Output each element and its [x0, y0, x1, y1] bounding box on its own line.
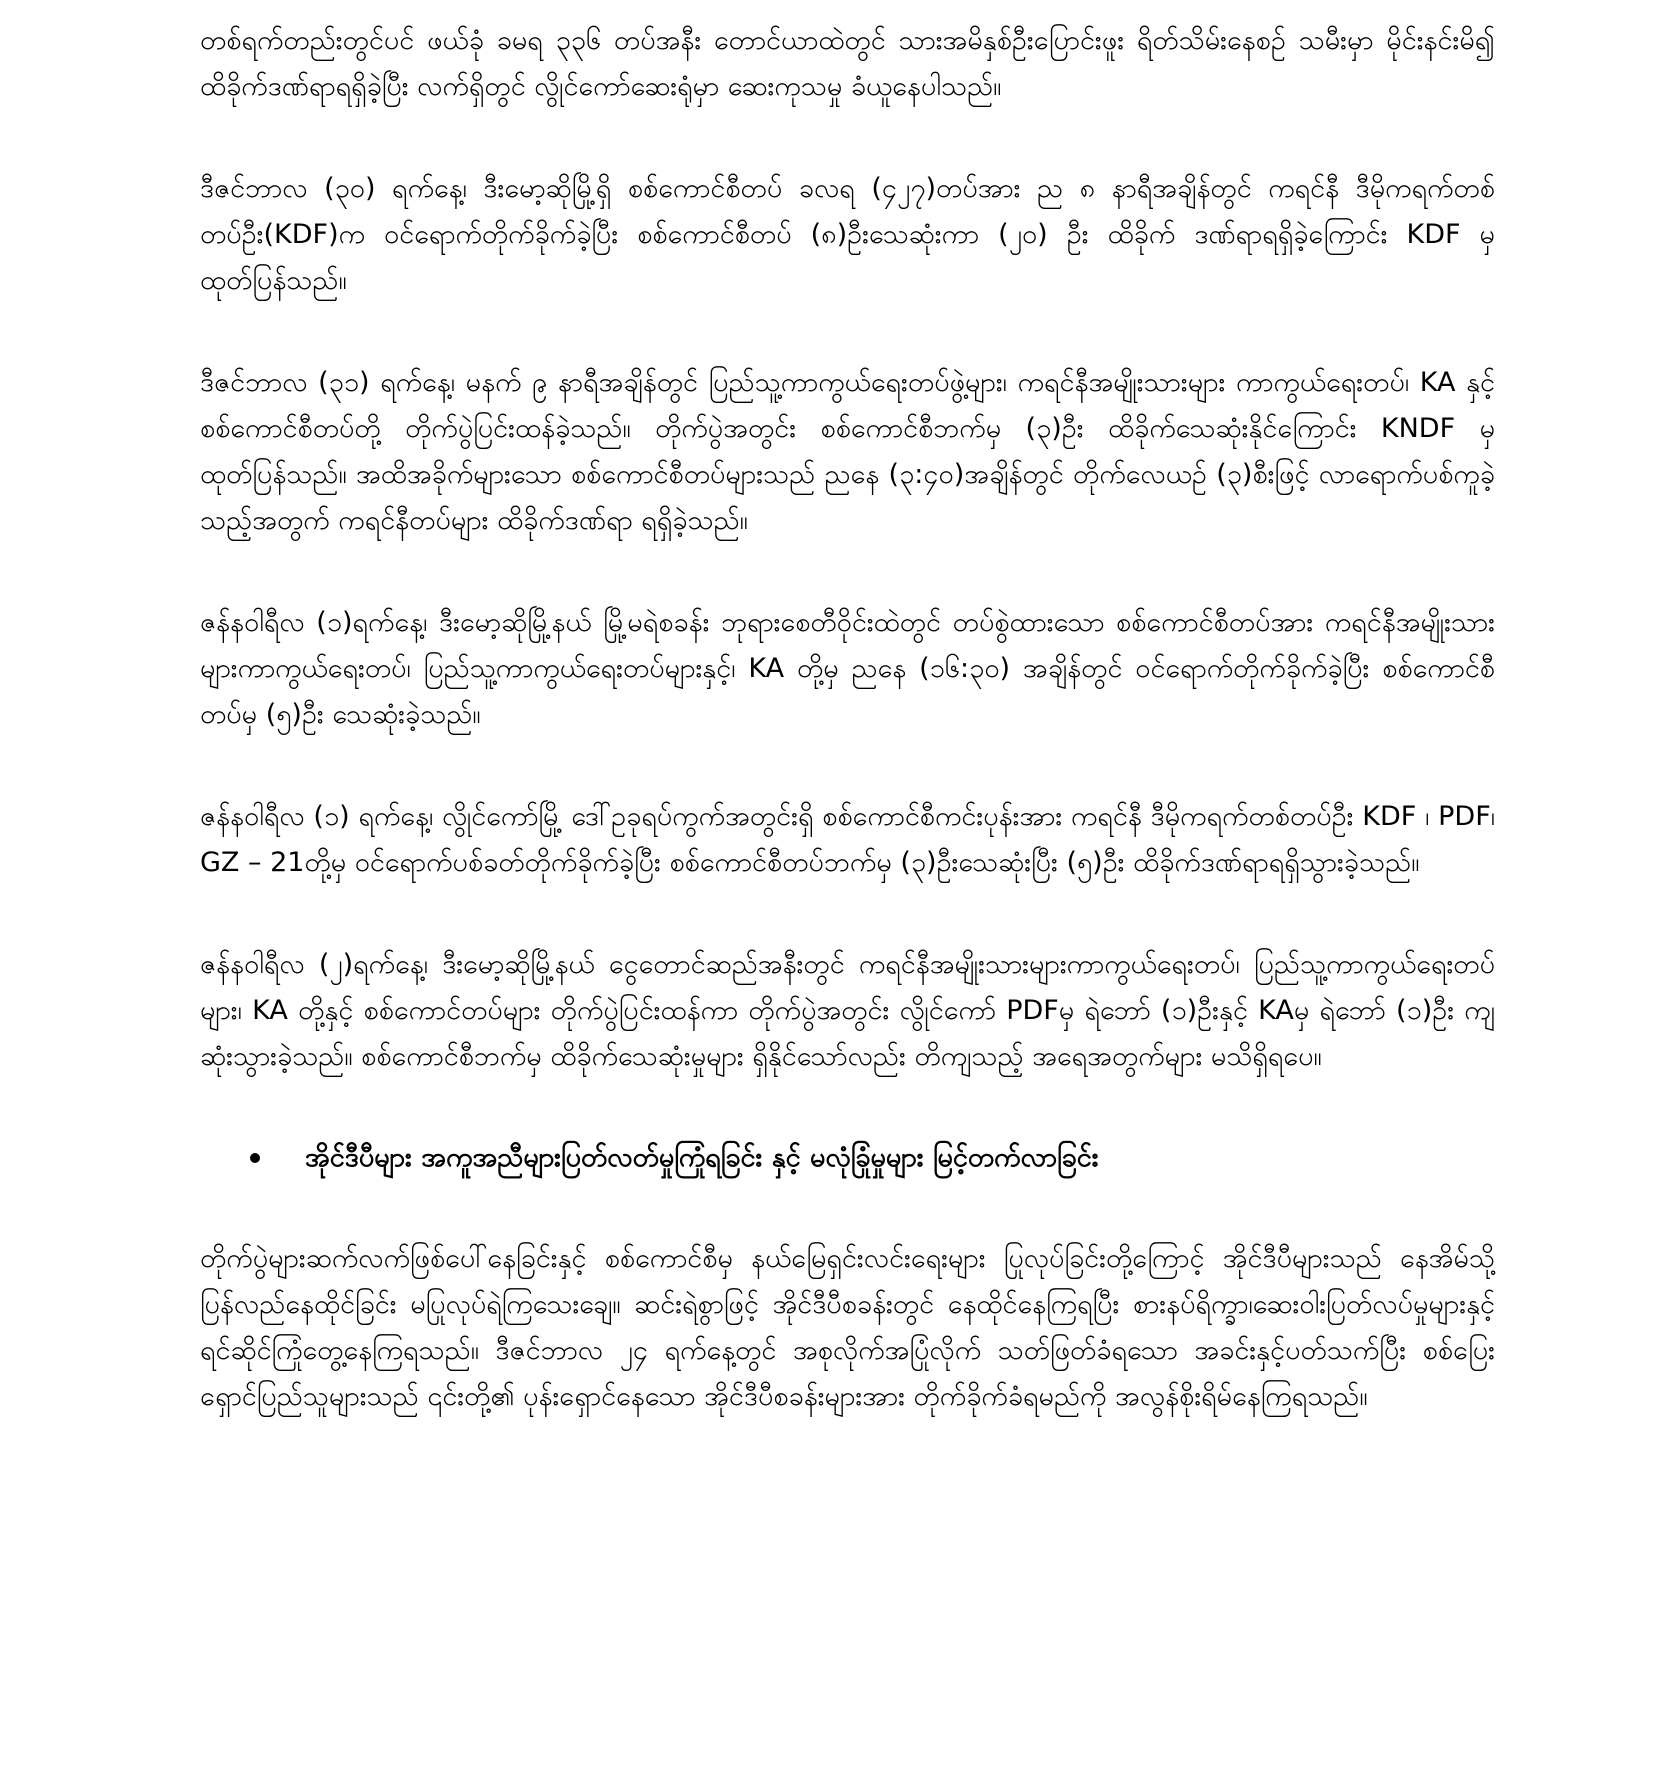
bullet-icon: [250, 1153, 260, 1163]
paragraph-jan-2-battle: ဇန်နဝါရီလ (၂)ရက်နေ့၊ ဒီးမော့ဆိုမြို့နယ် ငွေတောင်ဆည်အနီးတွင် ကရင်နီအမျိုးသားများကာကွယ်ရေးတပ်၊ ပြည်သူ့ကာကွယ်ရေးတပ်များ၊ KA တို့နှင့် စစ်ကောင်တပ်များ တိုက်ပွဲပြင်းထန်ကာ တိုက်ပွဲအတွင်း လွိုင်ကော် PDFမှ ရဲဘော် (၁)ဦးနှင့် KAမှ ရဲဘော် (၁)ဦး ကျဆုံးသွားခဲ့သည်။ စစ်ကောင်စီဘက်မှ ထိခိုက်သေဆုံးမှုများ ရှိနိုင်သော်လည်း တိကျသည့် အရေအတွက်များ မသိရှိရပေ။: [200, 949, 1495, 1072]
document-page: [200, 18, 1495, 1476]
bullet-item: [250, 1136, 1495, 1180]
paragraph-idp-situation: တိုက်ပွဲများဆက်လက်ဖြစ်ပေါ်နေခြင်းနှင့် စစ်ကောင်စီမှ နယ်မြေရှင်းလင်းရေးများ ပြုလုပ်ခြင်းတို့ကြောင့် အိုင်ဒီပီများသည် နေအိမ်သို့ ပြန်လည်နေထိုင်ခြင်း မပြုလုပ်ရဲကြသေးချေ။ ဆင်းရဲစွာဖြင့် အိုင်ဒီပီစခန်းတွင် နေထိုင်နေကြရပြီး စားနပ်ရိက္ခာ၊ဆေးဝါးပြတ်လပ်မှုများနှင့် ရင်ဆိုင်ကြုံတွေ့နေကြရသည်။ ဒီဇင်ဘာလ ၂၄ ရက်နေ့တွင် အစုလိုက်အပြုံလိုက် သတ်ဖြတ်ခံရသော အခင်းနှင့်ပတ်သက်ပြီး စစ်ပြေးရှောင်ပြည်သူများသည် ၎င်းတို့၏ ပုန်းရှောင်နေသော အိုင်ဒီပီစခန်းများအား တိုက်ခိုက်ခံရမည်ကို အလွန်စိုးရိမ်နေကြရသည်။: [200, 1243, 1495, 1412]
paragraph-jan-1-loikaw-attack: ဇန်နဝါရီလ (၁) ရက်နေ့၊ လွိုင်ကော်မြို့ ဒေါ်ဥခုရပ်ကွက်အတွင်းရှိ စစ်ကောင်စီကင်းပုန်းအား ကရင်နီ ဒီမိုကရက်တစ်တပ်ဦး KDF ၊ PDF၊ GZ – 21တို့မှ ဝင်ရောက်ပစ်ခတ်တိုက်ခိုက်ခဲ့ပြီး စစ်ကောင်စီတပ်ဘက်မှ (၃)ဦးသေဆုံးပြီး (၅)ဦး ထိခိုက်ဒဏ်ရာရရှိသွားခဲ့သည်။: [200, 801, 1495, 878]
section-heading: အိုင်ဒီပီများ အကူအညီများပြတ်လတ်မှုကြုံရခြင်း နှင့် မလုံခြုံမှုများ မြင့်တက်လာခြင်း: [305, 1142, 1099, 1173]
paragraph-dec-30-attack: ဒီဇင်ဘာလ (၃၀) ရက်နေ့၊ ဒီးမော့ဆိုမြို့ရှိ စစ်ကောင်စီတပ် ခလရ (၄၂၇)တပ်အား ည ၈ နာရီအချိန်တွင် ကရင်နီ ဒီမိုကရက်တစ်တပ်ဦး(KDF)က ဝင်ရောက်တိုက်ခိုက်ခဲ့ပြီး စစ်ကောင်စီတပ် (၈)ဦးသေဆုံးကာ (၂၀) ဦး ထိခိုက် ဒဏ်ရာရရှိခဲ့ကြောင်း KDF မှ ထုတ်ပြန်သည်။: [200, 173, 1495, 296]
paragraph-mine-incident: တစ်ရက်တည်းတွင်ပင် ဖယ်ခုံ ခမရ ၃၃၆ တပ်အနီး တောင်ယာထဲတွင် သားအမိနှစ်ဦးပြောင်းဖူး ရိတ်သိမ်းနေစဉ် သမီးမှာ မိုင်းနင်းမိ၍ ထိခိုက်ဒဏ်ရာရရှိခဲ့ပြီး လက်ရှိတွင် လွိုင်ကော်ဆေးရုံမှာ ဆေးကုသမှု ခံယူနေပါသည်။: [200, 25, 1495, 102]
paragraph-dec-31-battle: ဒီဇင်ဘာလ (၃၁) ရက်နေ့၊ မနက် ၉ နာရီအချိန်တွင် ပြည်သူ့ကာကွယ်ရေးတပ်ဖွဲ့များ၊ ကရင်နီအမျိုးသားများ ကာကွယ်ရေးတပ်၊ KA နှင့် စစ်ကောင်စီတပ်တို့ တိုက်ပွဲပြင်းထန်ခဲ့သည်။ တိုက်ပွဲအတွင်း စစ်ကောင်စီဘက်မှ (၃)ဦး ထိခိုက်သေဆုံးနိုင်ကြောင်း KNDF မှ ထုတ်ပြန်သည်။ အထိအခိုက်များသော စစ်ကောင်စီတပ်များသည် ညနေ (၃:၄၀)အချိန်တွင် တိုက်လေယဉ် (၃)စီးဖြင့် လာရောက်ပစ်ကူခဲ့သည့်အတွက် ကရင်နီတပ်များ ထိခိုက်ဒဏ်ရာ ရရှိခဲ့သည်။: [200, 367, 1495, 536]
paragraph-jan-1-pagoda-attack: ဇန်နဝါရီလ (၁)ရက်နေ့၊ ဒီးမော့ဆိုမြို့နယ် မြို့မရဲစခန်း ဘုရားစေတီဝိုင်းထဲတွင် တပ်စွဲထားသော စစ်ကောင်စီတပ်အား ကရင်နီအမျိုးသားများကာကွယ်ရေးတပ်၊ ပြည်သူ့ကာကွယ်ရေးတပ်များနှင့်၊ KA တို့မှ ညနေ (၁၆:၃၀) အချိန်တွင် ဝင်ရောက်တိုက်ခိုက်ခဲ့ပြီး စစ်ကောင်စီတပ်မှ (၅)ဦး သေဆုံးခဲ့သည်။: [200, 607, 1495, 730]
